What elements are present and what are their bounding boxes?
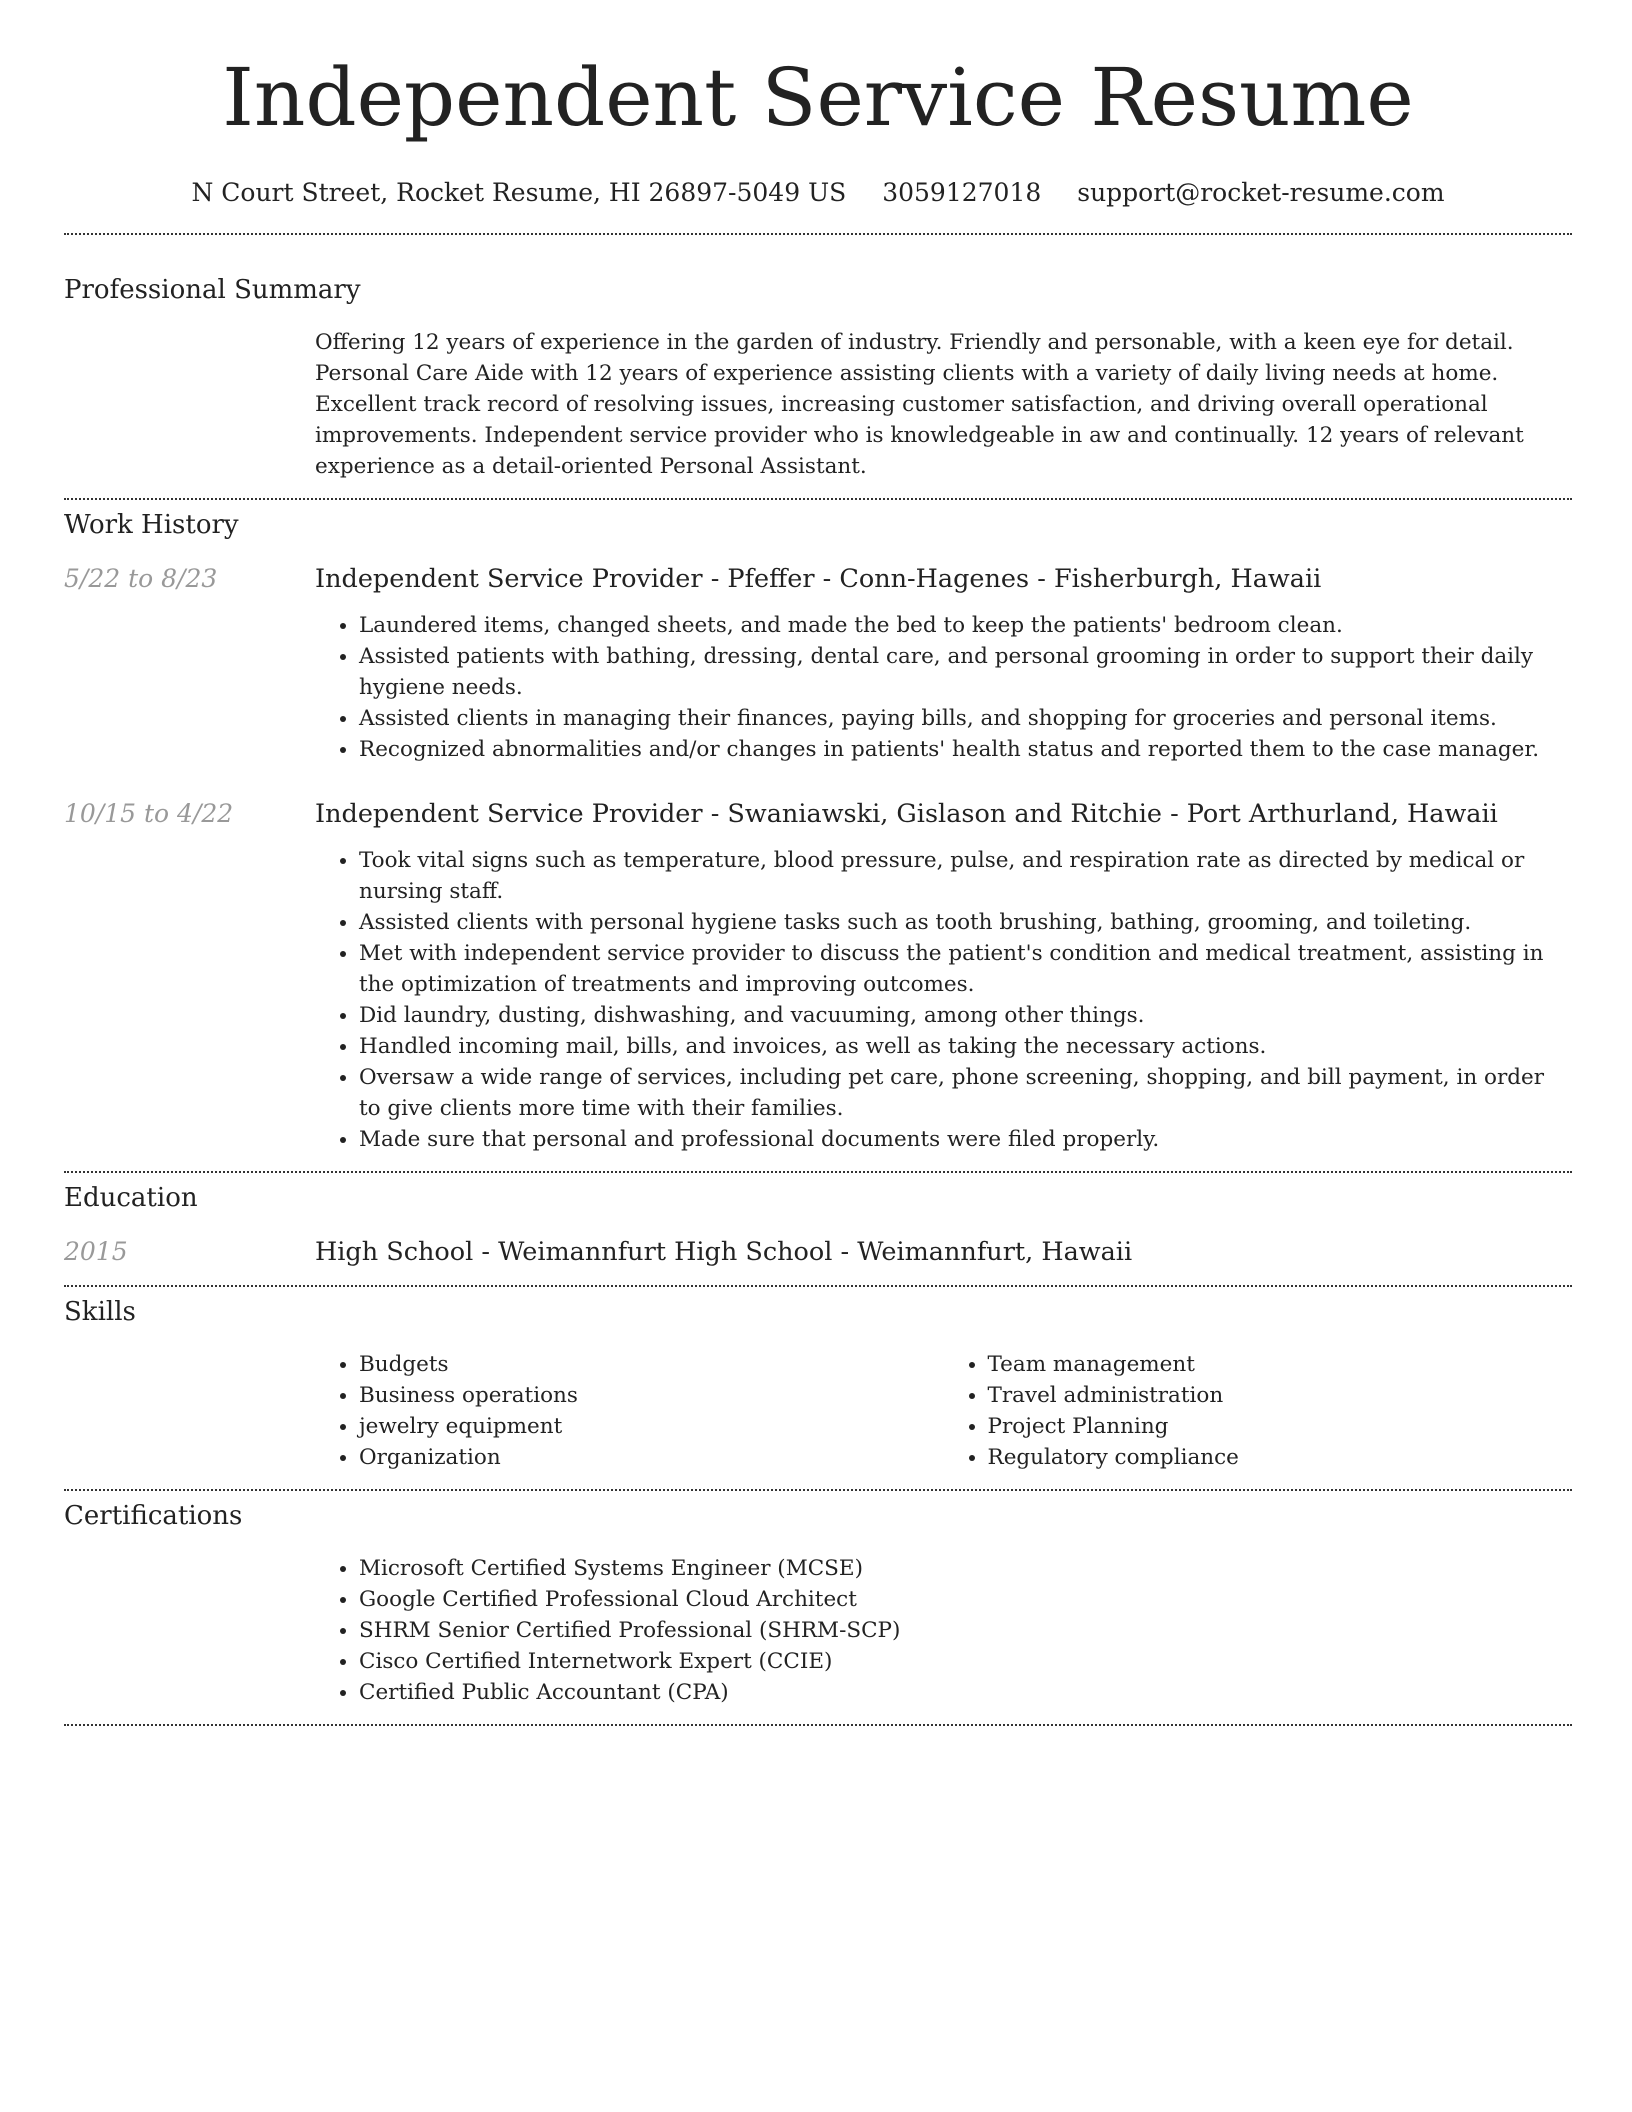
skills-grid bbox=[315, 1349, 1572, 1473]
job-duties-list bbox=[315, 610, 1572, 765]
skills-list-right bbox=[944, 1349, 1573, 1473]
list-item: • Met with independent service provider to discuss the patient's condition and medical treatment, assisting in the optimization of treatments and improving outcomes. bbox=[359, 938, 1572, 1000]
certifications-list bbox=[315, 1553, 1572, 1708]
contact-address: N Court Street, Rocket Resume, HI 26897-5049 US bbox=[191, 178, 847, 207]
list-item: • Project Planning bbox=[988, 1411, 1573, 1442]
list-item: • Assisted clients with personal hygiene tasks such as tooth brushing, bathing, grooming, and toileting. bbox=[359, 907, 1572, 938]
job-entry bbox=[64, 799, 1572, 1155]
job-entry bbox=[64, 564, 1572, 765]
list-item: • Handled incoming mail, bills, and invoices, as well as taking the necessary actions. bbox=[359, 1031, 1572, 1062]
summary-title: Professional Summary bbox=[64, 275, 361, 305]
education-section bbox=[64, 1183, 1572, 1267]
list-item: • SHRM Senior Certified Professional (SHRM-SCP) bbox=[359, 1615, 1572, 1646]
list-item: • Certified Public Accountant (CPA) bbox=[359, 1677, 1572, 1708]
list-item: • Budgets bbox=[359, 1349, 944, 1380]
contact-line bbox=[64, 178, 1572, 207]
list-item: • Recognized abnormalities and/or changes in patients' health status and reported them to the case manager. bbox=[359, 734, 1572, 765]
job-duties bbox=[315, 610, 1572, 765]
list-item: • Laundered items, changed sheets, and made the bed to keep the patients' bedroom clean. bbox=[359, 610, 1572, 641]
education-text: High School - Weimannfurt High School - Weimannfurt, Hawaii bbox=[315, 1237, 1133, 1267]
contact-phone: 3059127018 bbox=[882, 178, 1042, 207]
divider bbox=[64, 1171, 1572, 1173]
summary-section bbox=[64, 275, 1572, 482]
list-item: • Business operations bbox=[359, 1380, 944, 1411]
work-title: Work History bbox=[64, 510, 239, 540]
list-item: • Took vital signs such as temperature, blood pressure, pulse, and respiration rate as directed by medical or nursing staff. bbox=[359, 845, 1572, 907]
contact-email: support@rocket-resume.com bbox=[1077, 178, 1445, 207]
list-item: • Regulatory compliance bbox=[988, 1442, 1573, 1473]
divider bbox=[64, 498, 1572, 500]
education-entry bbox=[64, 1237, 1572, 1267]
list-item: • Assisted patients with bathing, dressing, dental care, and personal grooming in order to support their daily hygiene needs. bbox=[359, 641, 1572, 703]
list-item: • jewelry equipment bbox=[359, 1411, 944, 1442]
job-duties-list bbox=[315, 845, 1572, 1155]
skills-list-left bbox=[315, 1349, 944, 1473]
list-item: • Google Certified Professional Cloud Architect bbox=[359, 1584, 1572, 1615]
job-date: 5/22 to 8/23 bbox=[64, 564, 218, 593]
summary-text: Offering 12 years of experience in the garden of industry. Friendly and personable, with a keen eye for detail. Personal Care Aide with 12 years of experience assisting clients with a variety of daily living needs at home. Excellent track record of resolving issues, increasing customer satisfaction, and driving overall operational improvements. Independent service provider who is knowledgeable in aw and continually. 12 years of relevant experience as a detail-oriented Personal Assistant. bbox=[315, 330, 1524, 479]
work-section bbox=[64, 510, 1572, 1155]
list-item: • Travel administration bbox=[988, 1380, 1573, 1411]
resume-name: Independent Service Resume bbox=[222, 51, 1414, 144]
list-item: • Cisco Certified Internetwork Expert (CCIE) bbox=[359, 1646, 1572, 1677]
divider bbox=[64, 1489, 1572, 1491]
divider bbox=[64, 233, 1572, 235]
certifications-section bbox=[64, 1501, 1572, 1708]
skills-title: Skills bbox=[64, 1297, 136, 1327]
certifications-title: Certifications bbox=[64, 1501, 243, 1531]
list-item: • Team management bbox=[988, 1349, 1573, 1380]
job-duties bbox=[315, 845, 1572, 1155]
job-title: Independent Service Provider - Pfeffer - Conn-Hagenes - Fisherburgh, Hawaii bbox=[315, 564, 1322, 594]
list-item: • Assisted clients in managing their finances, paying bills, and shopping for groceries and personal items. bbox=[359, 703, 1572, 734]
list-item: • Did laundry, dusting, dishwashing, and vacuuming, among other things. bbox=[359, 1000, 1572, 1031]
job-date: 10/15 to 4/22 bbox=[64, 799, 234, 828]
list-item: • Made sure that personal and professional documents were filed properly. bbox=[359, 1124, 1572, 1155]
list-item: • Microsoft Certified Systems Engineer (MCSE) bbox=[359, 1553, 1572, 1584]
certifications-body bbox=[315, 1553, 1572, 1708]
list-item: • Oversaw a wide range of services, including pet care, phone screening, shopping, and bill payment, in order to give clients more time with their families. bbox=[359, 1062, 1572, 1124]
job-title: Independent Service Provider - Swaniawski, Gislason and Ritchie - Port Arthurland, Hawaii bbox=[315, 799, 1498, 829]
divider bbox=[64, 1285, 1572, 1287]
education-date: 2015 bbox=[64, 1237, 128, 1266]
divider bbox=[64, 1724, 1572, 1726]
list-item: • Organization bbox=[359, 1442, 944, 1473]
skills-section bbox=[64, 1297, 1572, 1473]
education-title: Education bbox=[64, 1183, 198, 1213]
resume-page bbox=[64, 0, 1572, 1726]
